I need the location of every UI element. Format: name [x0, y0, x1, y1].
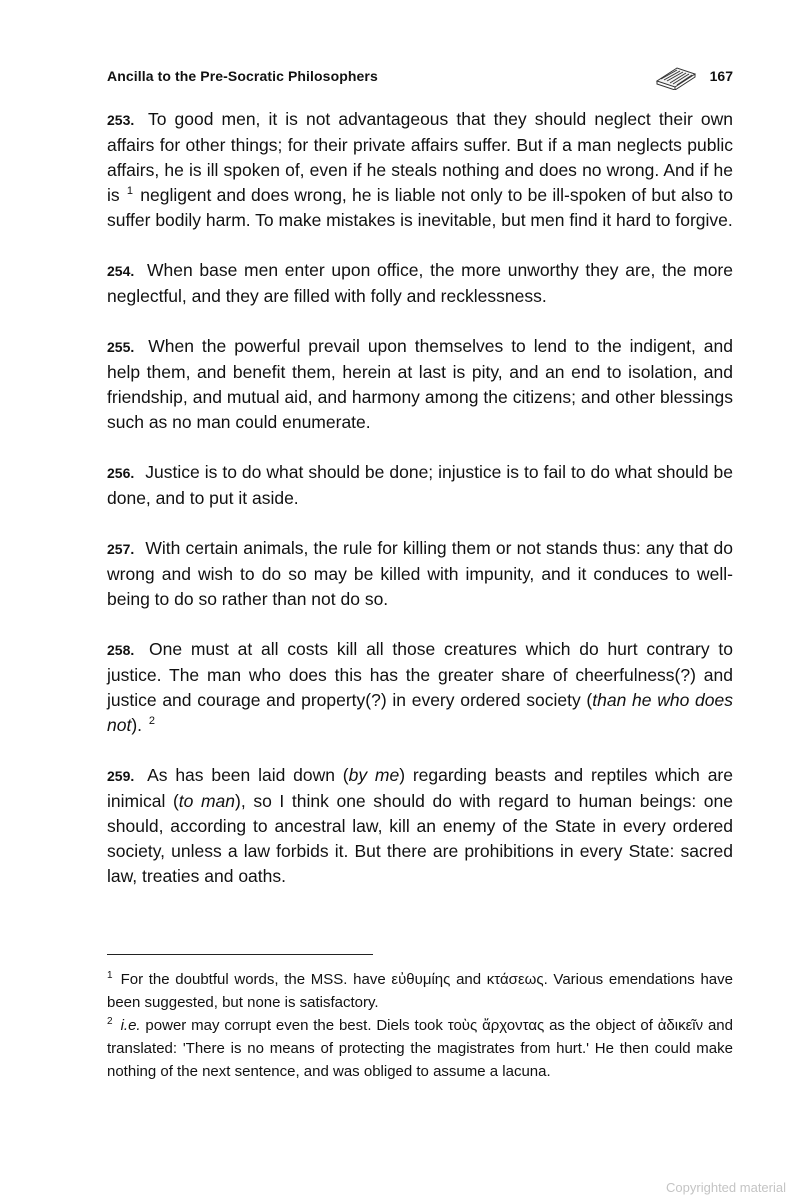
fragment-number: 258. [107, 642, 135, 658]
fragment-text: With certain animals, the rule for killing them or not stands thus: any that do wrong and wish to do so may be killed with impunity, and it conduces to well-being to do so rather than not do so. [107, 538, 733, 609]
fragment-253 [107, 107, 733, 233]
fragment-text: ), so I think one should do with regard to human beings: one should, according to ancestral law, kill an enemy of the State in every ordered society, unless a law forbids it. But there are prohibitions in every State: sacred law, treaties and oaths. [107, 791, 733, 886]
footnote-divider [107, 954, 373, 955]
fragment-text: As has been laid down ( [147, 765, 349, 785]
fragment-258 [107, 637, 733, 738]
open-book-icon [655, 64, 697, 90]
fragment-italic: than he who does not [107, 690, 733, 735]
fragment-259 [107, 763, 733, 889]
fragment-text: One must at all costs kill all those creatures which do hurt contrary to justice. The man who does this has the greater share of cheerfulness(?) and justice and courage and property(?) in every ordered society ( [107, 639, 733, 710]
fragment-italic: by me [348, 765, 400, 785]
book-title: Ancilla to the Pre-Socratic Philosophers [107, 68, 378, 84]
copyright-watermark: Copyrighted material [666, 1180, 786, 1195]
fragment-254 [107, 258, 733, 309]
footnote-1 [107, 968, 733, 1014]
fragment-text: When the powerful prevail upon themselves to lend to the indigent, and help them, and benefit them, herein at last is pity, and an end to isolation, and friendship, and mutual aid, and harmony among the citizens; and other blessings such as no man could enumerate. [107, 336, 733, 432]
fragment-text: When base men enter upon office, the more unworthy they are, the more neglectful, and they are filled with folly and recklessness. [107, 260, 733, 306]
footnote-marker: 1 [107, 970, 113, 981]
fragment-number: 256. [107, 465, 135, 481]
fragment-number: 259. [107, 768, 135, 784]
footnotes [107, 968, 733, 1083]
fragment-text: To good men, it is not advantageous that they should neglect their own affairs for other things; for their private affairs suffer. But if a man neglects public affairs, he is ill spoken of, even if he steals nothing and does no wrong. And if he is [107, 109, 734, 205]
running-head [107, 64, 733, 90]
fragment-257 [107, 536, 733, 612]
main-text [107, 107, 733, 914]
footnote-reference[interactable]: 2 [148, 715, 156, 728]
fragment-255 [107, 334, 733, 435]
footnote-italic: i.e. [120, 1017, 141, 1034]
fragment-text: negligent and does wrong, he is liable not only to be ill-spoken of but also to suffer bodily harm. To make mistakes is inevitable, but men find it hard to forgive. [107, 185, 733, 230]
fragment-number: 254. [107, 263, 135, 279]
footnote-reference[interactable]: 1 [126, 185, 134, 198]
footnote-marker: 2 [107, 1016, 113, 1027]
fragment-number: 255. [107, 339, 135, 355]
fragment-text: Justice is to do what should be done; injustice is to fail to do what should be done, and to put it aside. [107, 462, 733, 508]
footnote-text: power may corrupt even the best. Diels took τοὺς ἄρχοντας as the object of ἀδικεῖν and translated: 'There is no means of protecting the magistrates from hurt.' He then could make nothing of the next sentence, and was obliged to assume a lacuna. [107, 1017, 733, 1080]
fragment-italic: to man [178, 791, 236, 811]
footnote-text: For the doubtful words, the MSS. have εὐθυμίης and κτάσεως. Various emendations have been suggested, but none is satisfactory. [107, 971, 733, 1011]
page-number: 167 [709, 68, 733, 84]
footnote-2 [107, 1014, 733, 1083]
fragment-text: ). [131, 715, 143, 735]
fragment-number: 257. [107, 541, 135, 557]
fragment-number: 253. [107, 112, 135, 128]
fragment-256 [107, 460, 733, 511]
fragment-text: ) regarding beasts and reptiles which are inimical ( [107, 765, 733, 811]
